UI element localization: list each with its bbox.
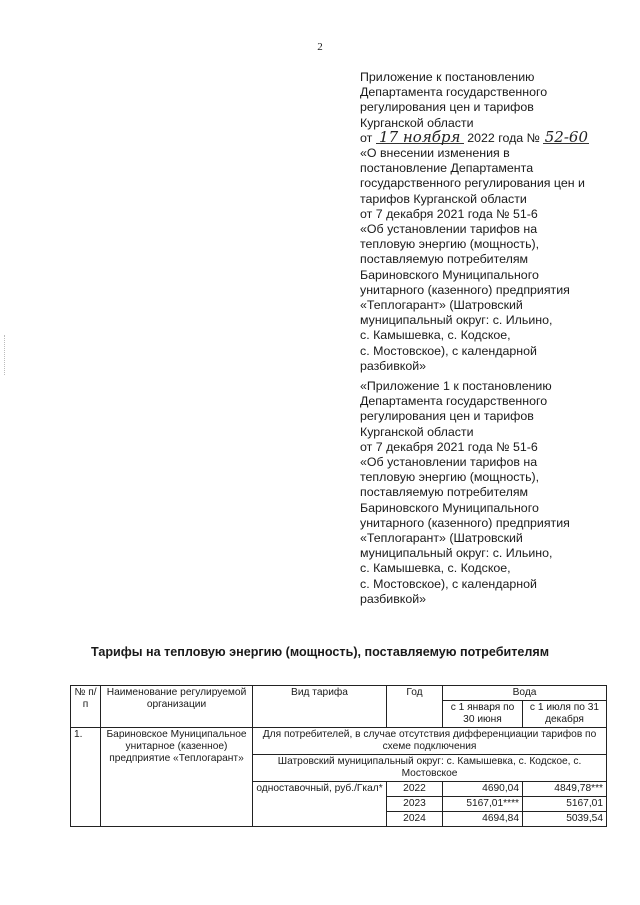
margin-mark [4, 335, 6, 375]
appendix-1-line: с. Мостовское), с календарной [360, 576, 537, 591]
appendix-1-line: Департамента государственного [360, 394, 548, 409]
handwritten-date: 17 ноября [376, 131, 464, 144]
header-water: Вода [443, 686, 607, 701]
appendix-line-4: Курганской области [360, 115, 474, 130]
amendment-line: от 7 декабря 2021 года № 51-6 [360, 206, 538, 221]
table-header-row [71, 686, 607, 701]
amendment-line: «Теплогарант» (Шатровский [360, 298, 523, 313]
amendment-line: «О внесении изменения в [360, 146, 510, 161]
appendix-line-1: Приложение к постановлению [360, 70, 535, 84]
amendment-line: поставляемую потребителям [360, 252, 529, 267]
org-name: Бариновское Муниципальное унитарное (казенное) предприятие «Теплогарант» [101, 728, 253, 827]
appendix-1-line: «Приложение 1 к постановлению [360, 379, 552, 393]
amendment-line: «Об установлении тарифов на [360, 222, 538, 237]
appendix-1-line: поставляемую потребителям [360, 485, 529, 500]
appendix-1-line: унитарного (казенного) предприятия [360, 515, 570, 530]
appendix-1-line: Бариновского Муниципального [360, 500, 539, 515]
amendment-line: унитарного (казенного) предприятия [360, 282, 570, 297]
value-cell: 5167,01**** [443, 797, 523, 812]
tariffs-table [70, 685, 607, 827]
value-cell: 5167,01 [523, 797, 607, 812]
appendix-1-line: Курганской области [360, 424, 474, 439]
appendix-date-line [360, 127, 620, 146]
amendment-line: тепловую энергию (мощность), [360, 237, 540, 252]
appendix-1-line: тепловую энергию (мощность), [360, 470, 540, 485]
value-cell: 5039,54 [523, 812, 607, 827]
appendix-1-line: муниципальный округ: с. Ильино, [360, 546, 553, 561]
value-cell: 4849,78*** [523, 782, 607, 797]
amendment-line: государственного регулирования цен и [360, 176, 585, 191]
header-org: Наименование регулируемой организации [101, 686, 253, 728]
year-label: 2022 года № [467, 130, 540, 145]
appendix-line-3: регулирования цен и тарифов [360, 100, 534, 115]
handwritten-number: 52-60 [544, 127, 589, 146]
appendix-1-line: с. Камышевка, с. Кодское, [360, 561, 511, 576]
header-type: Вид тарифа [253, 686, 387, 728]
year-cell: 2022 [387, 782, 443, 797]
header-year: Год [387, 686, 443, 728]
appendix-header-block [360, 70, 620, 374]
value-cell: 4690,04 [443, 782, 523, 797]
appendix-1-line: разбивкой» [360, 591, 427, 606]
amendment-line: муниципальный округ: с. Ильино, [360, 313, 553, 328]
amendment-line: разбивкой» [360, 358, 427, 373]
header-period-1: с 1 января по 30 июня [443, 701, 523, 728]
consumers-note: Для потребителей, в случае отсутствия дифференциации тарифов по схеме подключения [253, 728, 607, 755]
district-cell: Шатровский муниципальный округ: с. Камышевка, с. Кодское, с. Мостовское [253, 755, 607, 782]
amendment-line: тарифов Курганской области [360, 191, 527, 206]
page-number: 2 [317, 41, 323, 53]
appendix-1-block [360, 379, 620, 607]
appendix-1-line: «Теплогарант» (Шатровский [360, 531, 523, 546]
amendment-line: постановление Департамента [360, 161, 534, 176]
amendment-line: Бариновского Муниципального [360, 267, 539, 282]
header-period-2: с 1 июля по 31 декабря [523, 701, 607, 728]
row-number: 1. [71, 728, 101, 827]
header-num: № п/п [71, 686, 101, 728]
table-row [71, 728, 607, 755]
amendment-line: с. Камышевка, с. Кодское, [360, 328, 511, 343]
appendix-line-2: Департамента государственного [360, 85, 548, 100]
tariffs-title: Тарифы на тепловую энергию (мощность), поставляемую потребителям [90, 645, 550, 659]
appendix-1-line: «Об установлении тарифов на [360, 455, 538, 470]
appendix-1-line: регулирования цен и тарифов [360, 409, 534, 424]
appendix-1-line: от 7 декабря 2021 года № 51-6 [360, 439, 538, 454]
year-cell: 2023 [387, 797, 443, 812]
year-cell: 2024 [387, 812, 443, 827]
tariff-type: одноставочный, руб./Гкал* [253, 782, 387, 827]
amendment-line: с. Мостовское), с календарной [360, 343, 537, 358]
from-label: от [360, 130, 373, 145]
value-cell: 4694,84 [443, 812, 523, 827]
